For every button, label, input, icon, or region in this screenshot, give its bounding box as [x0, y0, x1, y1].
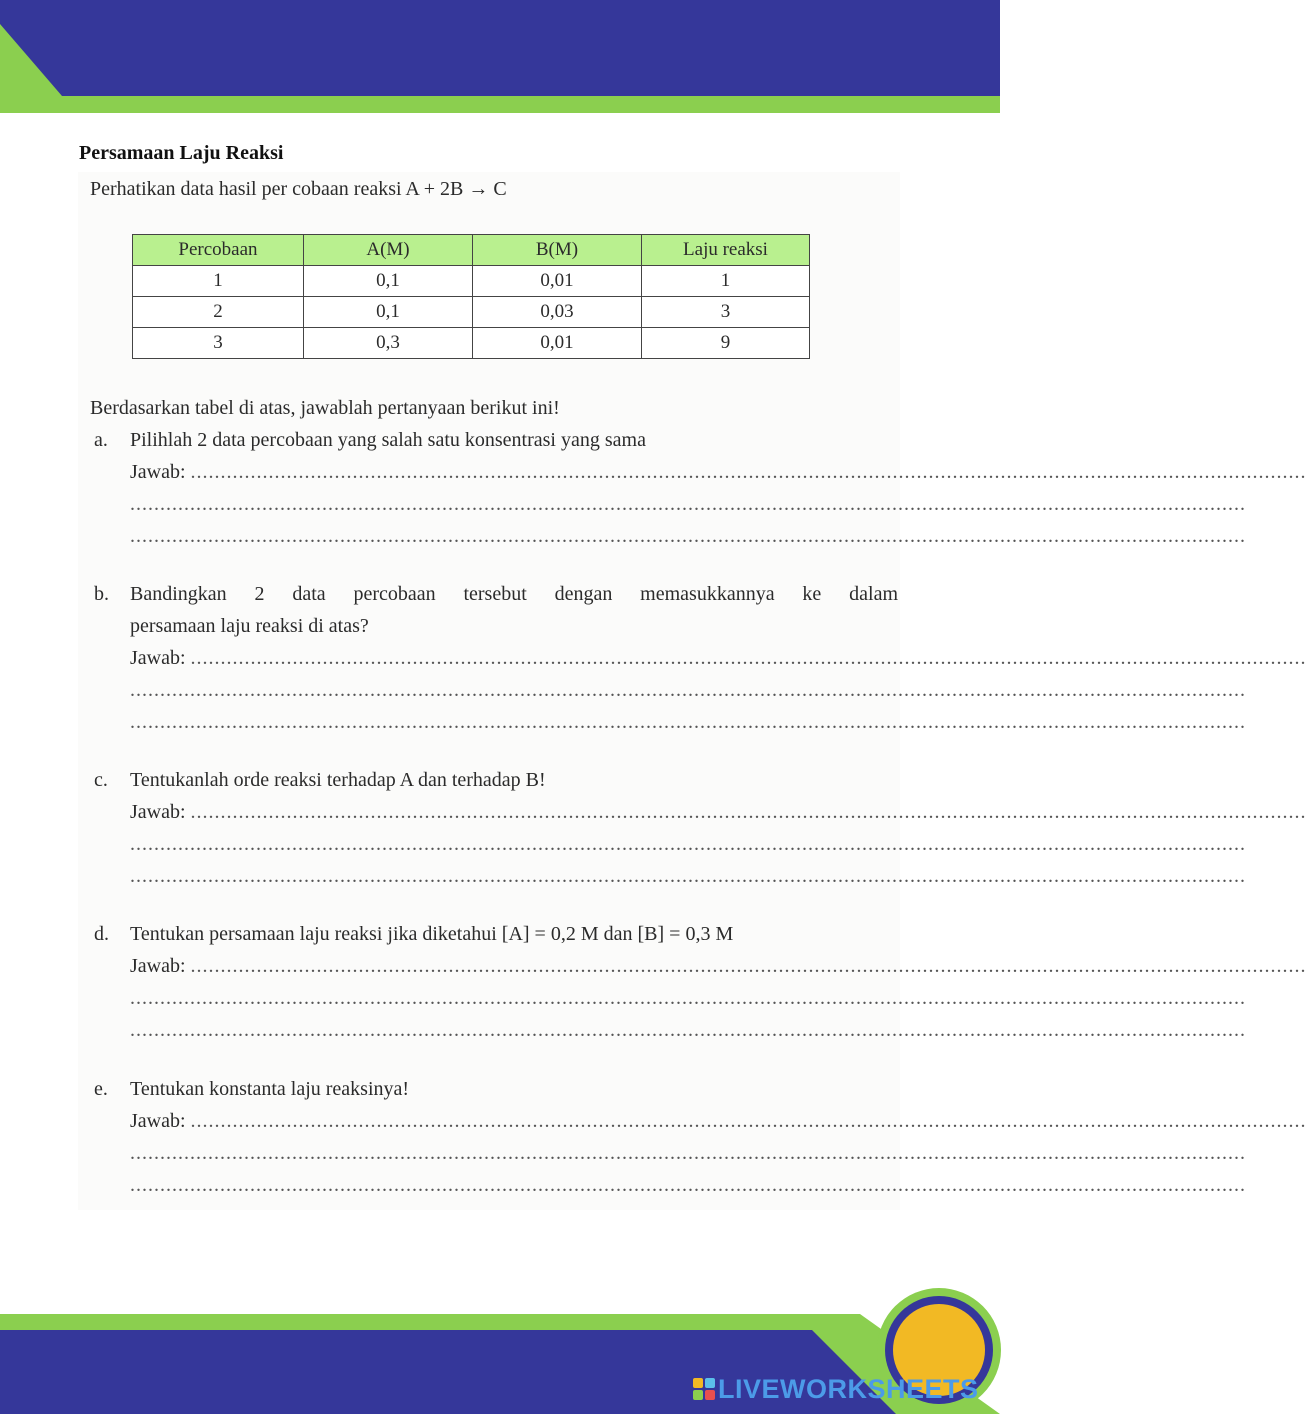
dotted-line: .......................................................................................................................................................................................... [190, 647, 1307, 669]
answer-line[interactable] [130, 1169, 1246, 1201]
question-label: b. [94, 583, 109, 605]
table-cell: 0,1 [304, 297, 473, 328]
table-header: B(M) [473, 235, 642, 266]
dotted-line: .......................................................................................................................................................................................... [130, 1019, 1246, 1041]
answer-line[interactable] [130, 674, 1246, 706]
table-cell: 0,1 [304, 266, 473, 297]
question-text: Tentukanlah orde reaksi terhadap A dan terhadap B! [130, 769, 546, 791]
answer-line[interactable] [130, 796, 1307, 828]
question-text: Pilihlah 2 data percobaan yang salah satu konsentrasi yang sama [130, 429, 646, 451]
dotted-line: .......................................................................................................................................................................................... [130, 1174, 1246, 1196]
answer-line[interactable] [130, 1014, 1246, 1046]
table-cell: 0,01 [473, 328, 642, 359]
dotted-line: .......................................................................................................................................................................................... [130, 865, 1246, 887]
answer-label: Jawab: [130, 955, 186, 977]
dotted-line: .......................................................................................................................................................................................... [190, 461, 1307, 483]
answer-line[interactable] [130, 488, 1246, 520]
brand-logo[interactable] [693, 1374, 979, 1404]
table-cell: 0,3 [304, 328, 473, 359]
table-header: Laju reaksi [642, 235, 810, 266]
answer-line[interactable] [130, 706, 1246, 738]
dotted-line: .......................................................................................................................................................................................... [130, 493, 1246, 515]
dotted-line: .......................................................................................................................................................................................... [190, 955, 1307, 977]
table-header: Percobaan [133, 235, 304, 266]
table-header-row [133, 235, 810, 266]
table-row [133, 328, 810, 359]
answer-label: Jawab: [130, 461, 186, 483]
dotted-line: .......................................................................................................................................................................................... [130, 711, 1246, 733]
question-text: Bandingkan 2 data percobaan tersebut dengan memasukkannya ke dalam [130, 583, 898, 605]
question-text: Tentukan konstanta laju reaksinya! [130, 1078, 410, 1100]
table-cell: 2 [133, 297, 304, 328]
question-c [94, 764, 1307, 892]
answer-label: Jawab: [130, 1110, 186, 1132]
table-header: A(M) [304, 235, 473, 266]
dotted-line: .......................................................................................................................................................................................... [130, 679, 1246, 701]
table-cell: 0,01 [473, 266, 642, 297]
answer-label: Jawab: [130, 647, 186, 669]
table-cell: 1 [642, 266, 810, 297]
question-a [94, 424, 1307, 552]
answer-line[interactable] [130, 1137, 1246, 1169]
liveworksheets-logo-icon [693, 1378, 715, 1400]
table-cell: 3 [642, 297, 810, 328]
answer-line[interactable] [130, 828, 1246, 860]
question-e [94, 1073, 1307, 1201]
dotted-line: .......................................................................................................................................................................................... [190, 801, 1307, 823]
table-cell: 0,03 [473, 297, 642, 328]
header-blue-band [0, 0, 1000, 96]
dotted-line: .......................................................................................................................................................................................... [130, 833, 1246, 855]
question-text: Tentukan persamaan laju reaksi jika diketahui [A] = 0,2 M dan [B] = 0,3 M [130, 923, 734, 945]
dotted-line: .......................................................................................................................................................................................... [190, 1110, 1307, 1132]
answer-line[interactable] [130, 520, 1246, 552]
dotted-line: .......................................................................................................................................................................................... [130, 525, 1246, 547]
dotted-line: .......................................................................................................................................................................................... [130, 1142, 1246, 1164]
question-label: d. [94, 923, 109, 945]
table-row [133, 266, 810, 297]
answer-line[interactable] [130, 642, 1307, 674]
answer-line[interactable] [130, 456, 1307, 488]
answer-line[interactable] [130, 860, 1246, 892]
answer-line[interactable] [130, 982, 1246, 1014]
table-row [133, 297, 810, 328]
table-cell: 1 [133, 266, 304, 297]
question-label: e. [94, 1078, 108, 1100]
question-b [94, 578, 1307, 738]
answer-line[interactable] [130, 950, 1307, 982]
instruction-text: Berdasarkan tabel di atas, jawablah pertanyaan berikut ini! [90, 397, 560, 419]
brand-name: LIVEWORKSHEETS [718, 1373, 979, 1404]
table-cell: 3 [133, 328, 304, 359]
question-d [94, 918, 1307, 1046]
question-label: c. [94, 769, 108, 791]
table-cell: 9 [642, 328, 810, 359]
data-table [132, 234, 810, 359]
dotted-line: .......................................................................................................................................................................................... [130, 987, 1246, 1009]
page-title: Persamaan Laju Reaksi [79, 142, 284, 164]
answer-label: Jawab: [130, 801, 186, 823]
question-label: a. [94, 429, 108, 451]
answer-line[interactable] [130, 1105, 1307, 1137]
intro-text: Perhatikan data hasil per cobaan reaksi A + 2B → C [90, 178, 507, 200]
question-text-continued: persamaan laju reaksi di atas? [130, 615, 369, 637]
